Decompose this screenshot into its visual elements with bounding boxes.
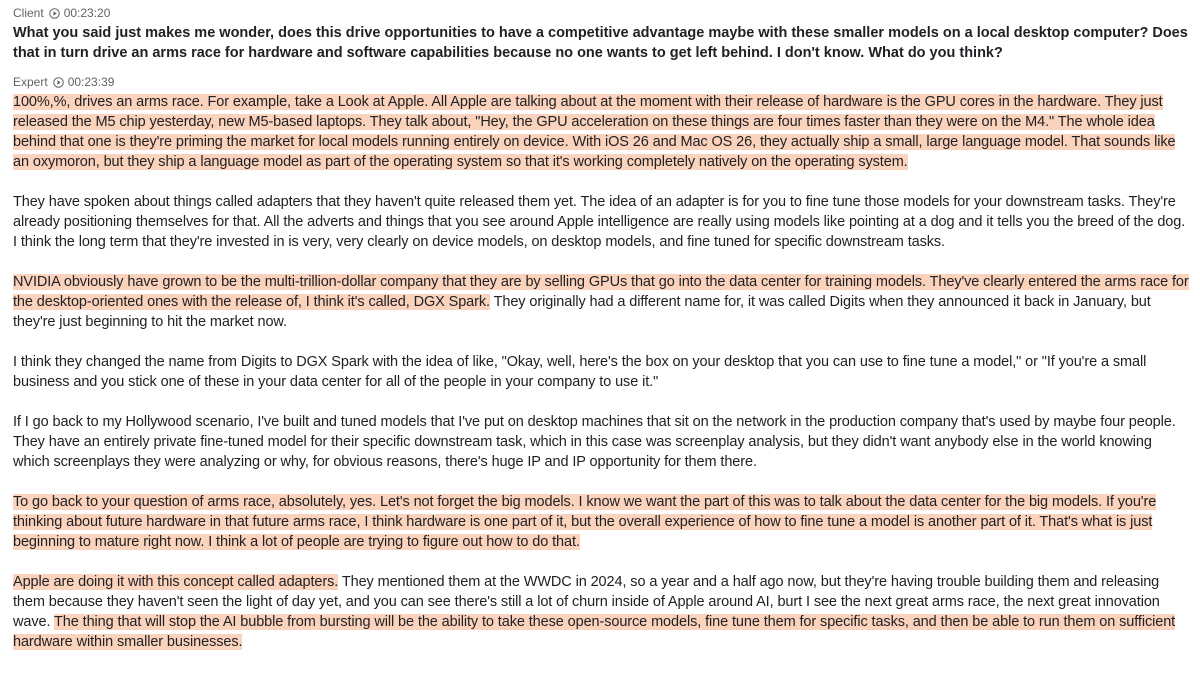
highlighted-text: The thing that will stop the AI bubble from bursting will be the ability to take these open-source models, fine tune them for specific tasks, and then be able to run them on sufficient hardware within smaller businesses.	[13, 614, 1176, 650]
paragraph-text: If I go back to my Hollywood scenario, I've built and tuned models that I've put on desktop machines that sit on the network in the production company that's used by maybe four people. They have an entirely private fine-tuned model for their specific downstream task, which in this case was screenplay analysis, but they didn't want anybody else in the world knowing which screenplays they were analyzing or why, for obvious reasons, there's huge IP and IP opportunity for them there.	[13, 414, 1176, 470]
client-turn	[13, 5, 1192, 63]
expert-message	[13, 92, 1192, 652]
expert-speaker-line	[13, 74, 1192, 90]
expert-paragraph	[13, 492, 1192, 552]
expert-timestamp[interactable]: 00:23:39	[67, 75, 115, 89]
highlighted-text: Apple are doing it with this concept called adapters.	[13, 574, 339, 590]
play-circle-icon[interactable]	[49, 8, 60, 19]
expert-turn	[13, 74, 1192, 652]
paragraph-text: I think they changed the name from Digits to DGX Spark with the idea of like, "Okay, well, here's the box on your desktop that you can use to fine tune a model," or "If you're a small business and you stick one of these in your data center for all of the people in your company to use it."	[13, 354, 1147, 390]
highlighted-text: 100%,%, drives an arms race. For example, take a Look at Apple. All Apple are talking about at the moment with their release of hardware is the GPU cores in the hardware. They just released the M5 chip yesterday, new M5-based laptops. They talk about, "Hey, the GPU acceleration on these things are four times faster than they were on the M4." The whole idea behind that one is they're priming the market for local models running entirely on device. With iOS 26 and Mac OS 26, they actually ship a small, large language model. That sounds like an oxymoron, but they ship a language model as part of the operating system so that it's working completely natively on the operating system.	[13, 94, 1176, 170]
expert-paragraph	[13, 92, 1192, 172]
paragraph-text: They have spoken about things called adapters that they haven't quite released them yet. The idea of an adapter is for you to fine tune those models for your downstream tasks. They're already positioning themselves for that. All the adverts and things that you see around Apple intelligence are really using models like pointing at a dog and it tells you the breed of the dog. I think the long term that they're invested in is very, very clearly on device models, on desktop models, and fine tuned for specific downstream tasks.	[13, 194, 1186, 250]
client-speaker-name: Client	[13, 6, 44, 20]
paragraph-text: They mentioned them at the WWDC in 2024, so a year and a half ago now, but they're having trouble building them and releasing them because they haven't seen the light of day yet, and you can see there's still a lot of churn inside of Apple around AI, burt I see the next great arms race, the next great innovation wave.	[13, 574, 1160, 630]
expert-paragraph	[13, 272, 1192, 332]
client-timestamp[interactable]: 00:23:20	[63, 6, 111, 20]
client-message: What you said just makes me wonder, does this drive opportunities to have a competitive advantage maybe with these smaller models on a local desktop computer? Does that in turn drive an arms race for hardware and software capabilities because no one wants to get left behind. I don't know. What do you think?	[13, 25, 1188, 61]
client-speaker-line	[13, 5, 1192, 21]
expert-paragraph	[13, 572, 1192, 652]
play-circle-icon[interactable]	[53, 77, 64, 88]
paragraph-text: They originally had a different name for, it was called Digits when they announced it back in January, but they're just beginning to hit the market now.	[13, 294, 1151, 330]
expert-speaker-name: Expert	[13, 75, 48, 89]
expert-paragraph	[13, 352, 1192, 392]
expert-paragraph	[13, 412, 1192, 472]
expert-paragraph	[13, 192, 1192, 252]
highlighted-text: NVIDIA obviously have grown to be the multi-trillion-dollar company that they are by selling GPUs that go into the data center for training models. They've clearly entered the arms race for the desktop-oriented ones with the release of, I think it's called, DGX Spark.	[13, 274, 1189, 310]
highlighted-text: To go back to your question of arms race, absolutely, yes. Let's not forget the big models. I know we want the part of this was to talk about the data center for the big models. If you're thinking about future hardware in that future arms race, I think hardware is one part of it, but the overall experience of how to fine tune a model is another part of it. That's what is just beginning to mature right now. I think a lot of people are trying to figure out how to do that.	[13, 494, 1157, 550]
